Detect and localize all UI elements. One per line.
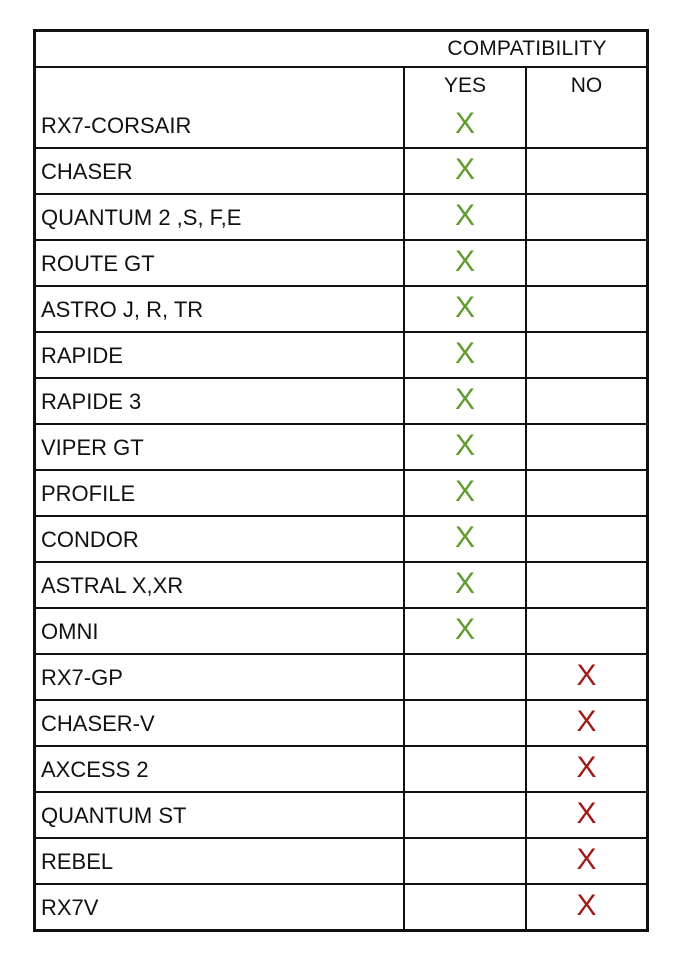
no-mark: X [576,797,597,830]
yes-mark: X [454,107,475,140]
row-label: RX7-CORSAIR [41,113,192,138]
row-label: REBEL [41,849,114,874]
row-label: CONDOR [41,527,139,552]
row-label: QUANTUM ST [41,803,187,828]
yes-mark: X [454,429,475,462]
row-divider [36,193,646,195]
row-divider [36,377,646,379]
yes-mark: X [454,199,475,232]
header-divider [36,66,646,68]
row-label: RAPIDE 3 [41,389,142,414]
row-divider [36,837,646,839]
row-divider [36,883,646,885]
row-label: ROUTE GT [41,251,155,276]
yes-mark: X [454,245,475,278]
yes-column-header: YES [443,74,487,97]
row-divider [36,699,646,701]
row-divider [36,469,646,471]
row-divider [36,239,646,241]
yes-mark: X [454,337,475,370]
yes-mark: X [454,521,475,554]
row-divider [36,653,646,655]
no-mark: X [576,659,597,692]
yes-mark: X [454,383,475,416]
row-label: AXCESS 2 [41,757,149,782]
no-column-header: NO [570,74,603,97]
row-divider [36,285,646,287]
no-mark: X [576,705,597,738]
no-mark: X [576,843,597,876]
row-label: ASTRO J, R, TR [41,297,204,322]
row-divider [36,147,646,149]
yes-mark: X [454,291,475,324]
row-label: QUANTUM 2 ,S, F,E [41,205,242,230]
row-label: RX7V [41,895,99,920]
row-label: RX7-GP [41,665,123,690]
row-divider [36,515,646,517]
row-label: CHASER-V [41,711,155,736]
row-divider [36,423,646,425]
row-divider [36,745,646,747]
yes-mark: X [454,475,475,508]
row-divider [36,331,646,333]
row-label: OMNI [41,619,99,644]
row-divider [36,561,646,563]
yes-mark: X [454,567,475,600]
row-label: PROFILE [41,481,136,506]
compatibility-table [33,29,649,932]
yes-mark: X [454,153,475,186]
row-label: CHASER [41,159,133,184]
no-mark: X [576,889,597,922]
row-label: VIPER GT [41,435,144,460]
no-mark: X [576,751,597,784]
row-label: RAPIDE [41,343,123,368]
row-label: ASTRAL X,XR [41,573,184,598]
yes-mark: X [454,613,475,646]
row-divider [36,791,646,793]
compatibility-title: COMPATIBILITY [447,37,607,60]
row-divider [36,607,646,609]
